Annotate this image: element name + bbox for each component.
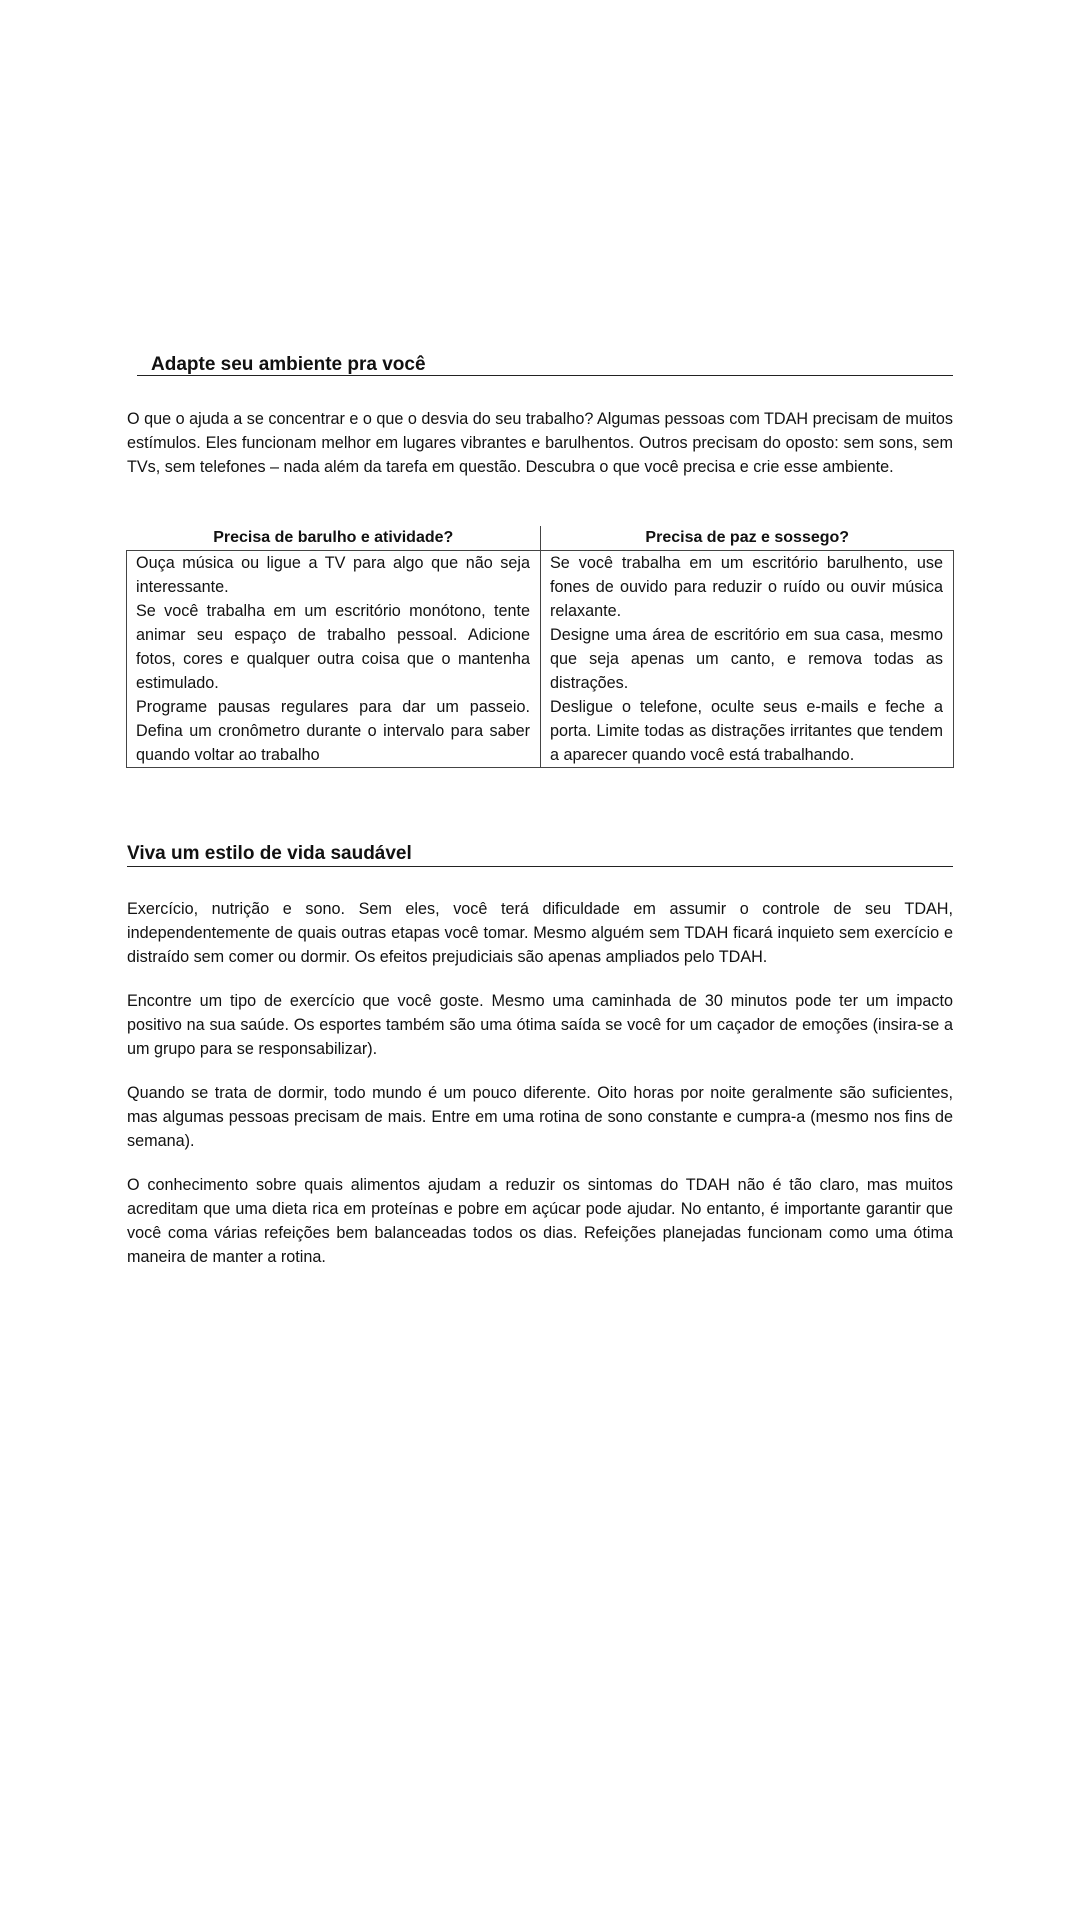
section-divider xyxy=(137,375,953,376)
body-paragraph: Quando se trata de dormir, todo mundo é um pouco diferente. Oito horas por noite geralmente são suficientes, mas algumas pessoas precisam de mais. Entre em uma rotina de sono constante e cumpra-a (mesmo nos fins de semana). xyxy=(127,1084,953,1150)
intro-paragraph: O que o ajuda a se concentrar e o que o desvia do seu trabalho? Algumas pessoas com TDAH precisam de muitos estímulos. Eles funcionam melhor em lugares vibrantes e barulhentos. Outros precisam do oposto: sem sons, sem TVs, sem telefones – nada além da tarefa em questão. Descubra o que você precisa e crie esse ambiente. xyxy=(127,410,953,476)
body-paragraph: O conhecimento sobre quais alimentos ajudam a reduzir os sintomas do TDAH não é tão claro, mas muitos acreditam que uma dieta rica em proteínas e pobre em açúcar pode ajudar. No entanto, é importante garantir que você coma várias refeições bem balanceadas todos os dias. Refeições planejadas funcionam como uma ótima maneira de manter a rotina. xyxy=(127,1176,953,1266)
table-cell-quiet-tips xyxy=(541,551,954,768)
table-row xyxy=(127,551,954,768)
table-header-quiet: Precisa de paz e sossego? xyxy=(645,529,850,546)
section-heading-healthy-lifestyle: Viva um estilo de vida saudável xyxy=(127,843,412,864)
body-paragraph: Encontre um tipo de exercício que você goste. Mesmo uma caminhada de 30 minutos pode ter um impacto positivo na sua saúde. Os esportes também são uma ótima saída se você for um caçador de emoções (insira-se a um grupo para se responsabilizar). xyxy=(127,992,953,1058)
list-item: Desligue o telefone, oculte seus e-mails e feche a porta. Limite todas as distrações irritantes que tendem a aparecer quando você está trabalhando. xyxy=(550,698,943,764)
list-item: Designe uma área de escritório em sua casa, mesmo que seja apenas um canto, e remova todas as distrações. xyxy=(550,626,943,692)
table-cell-noise-tips xyxy=(127,551,541,768)
section-heading-adapt-environment: Adapte seu ambiente pra você xyxy=(151,354,426,375)
list-item: Se você trabalha em um escritório monótono, tente animar seu espaço de trabalho pessoal. Adicione fotos, cores e qualquer outra coisa que o mantenha estimulado. xyxy=(136,602,530,692)
list-item: Ouça música ou ligue a TV para algo que não seja interessante. xyxy=(136,554,530,596)
comparison-table xyxy=(126,526,954,768)
list-item: Se você trabalha em um escritório barulhento, use fones de ouvido para reduzir o ruído ou ouvir música relaxante. xyxy=(550,554,943,620)
table-header-noise: Precisa de barulho e atividade? xyxy=(127,526,541,551)
table-header-row xyxy=(127,526,954,551)
list-item: Programe pausas regulares para dar um passeio. Defina um cronômetro durante o intervalo para saber quando voltar ao trabalho xyxy=(136,698,530,764)
body-paragraph: Exercício, nutrição e sono. Sem eles, você terá dificuldade em assumir o controle de seu TDAH, independentemente de quais outras etapas você tomar. Mesmo alguém sem TDAH ficará inquieto sem exercício e distraído sem comer ou dormir. Os efeitos prejudiciais são apenas ampliados pelo TDAH. xyxy=(127,900,953,966)
section-divider xyxy=(127,866,953,867)
